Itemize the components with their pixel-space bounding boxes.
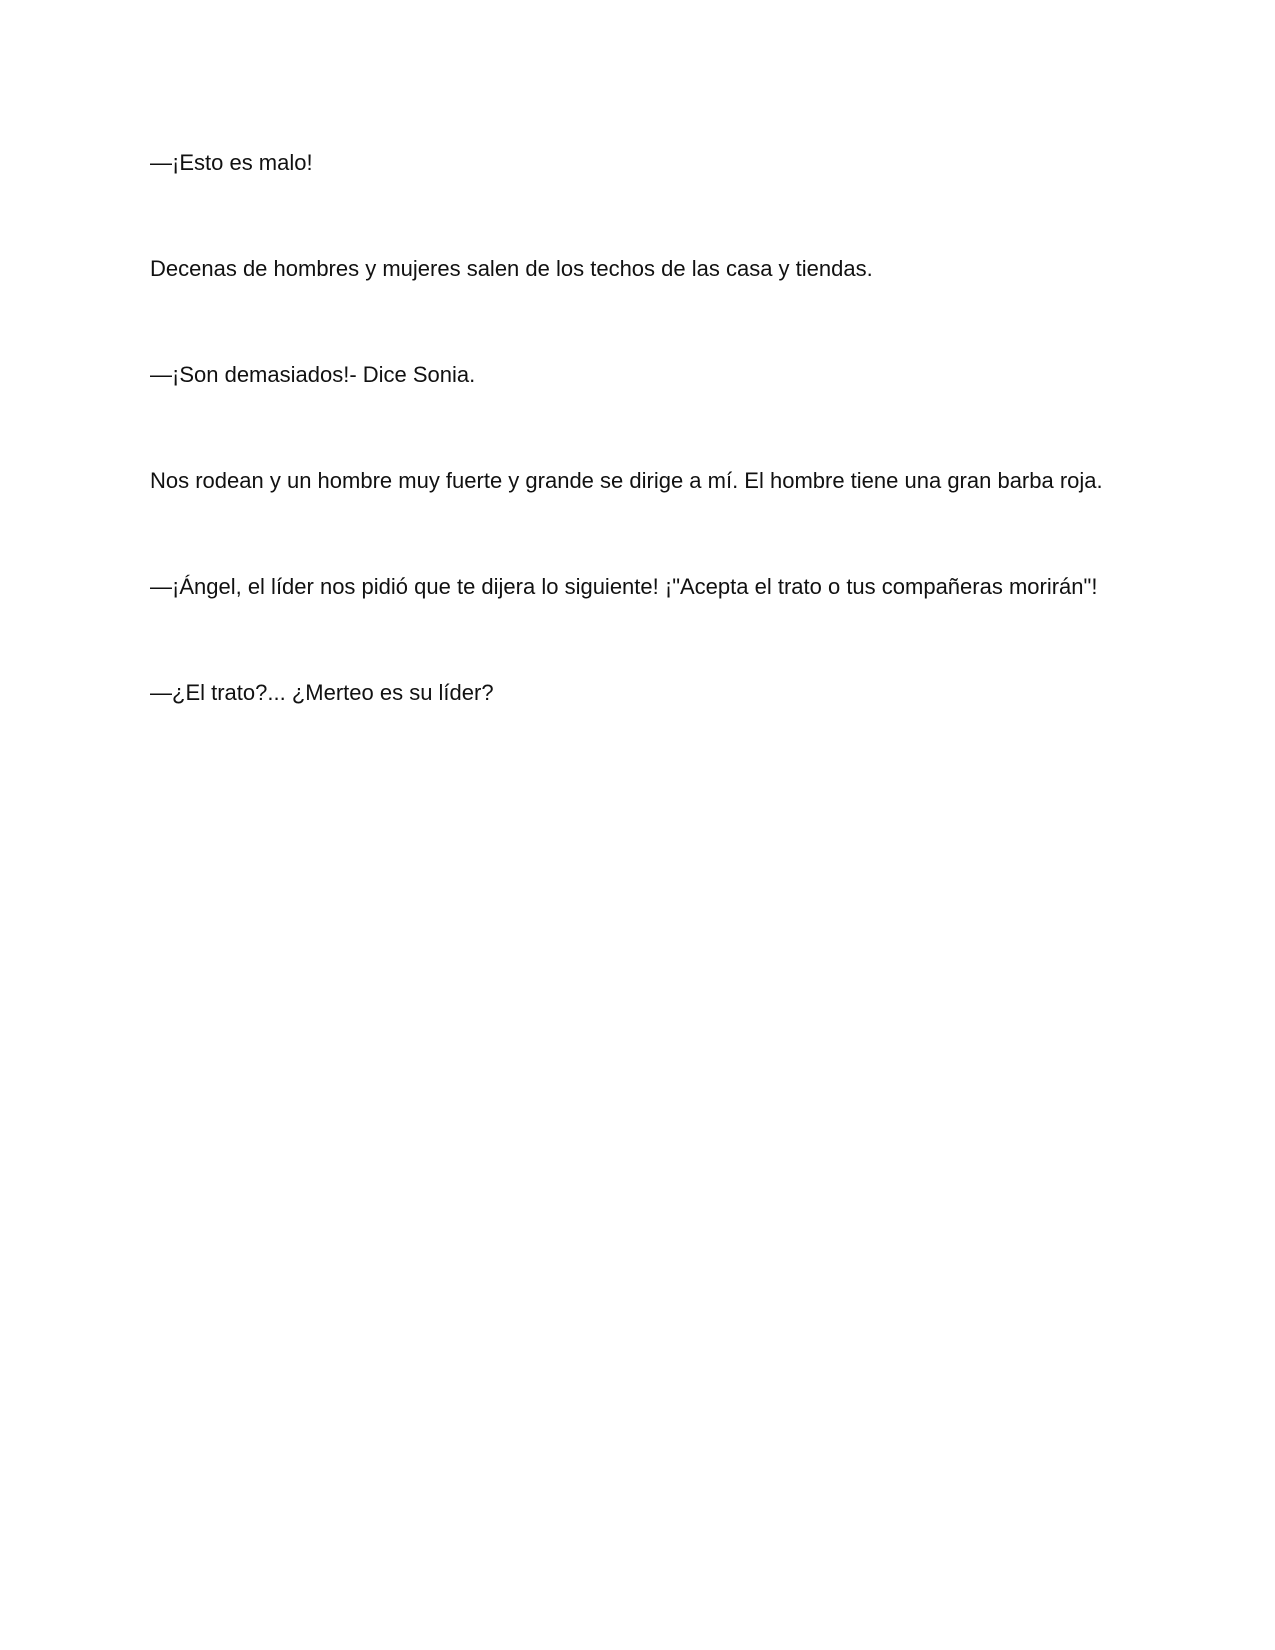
- paragraph-4: Nos rodean y un hombre muy fuerte y grande se dirige a mí. El hombre tiene una gran barba roja.: [150, 468, 1103, 493]
- paragraph-2: Decenas de hombres y mujeres salen de los techos de las casa y tiendas.: [150, 256, 873, 281]
- paragraph-6: —¿El trato?... ¿Merteo es su líder?: [150, 680, 494, 705]
- paragraph-5: —¡Ángel, el líder nos pidió que te dijera lo siguiente! ¡"Acepta el trato o tus compañeras morirán"!: [150, 574, 1098, 599]
- text-body: [150, 150, 1150, 786]
- paragraph-1: —¡Esto es malo!: [150, 150, 313, 175]
- paragraph-3: —¡Son demasiados!- Dice Sonia.: [150, 362, 476, 387]
